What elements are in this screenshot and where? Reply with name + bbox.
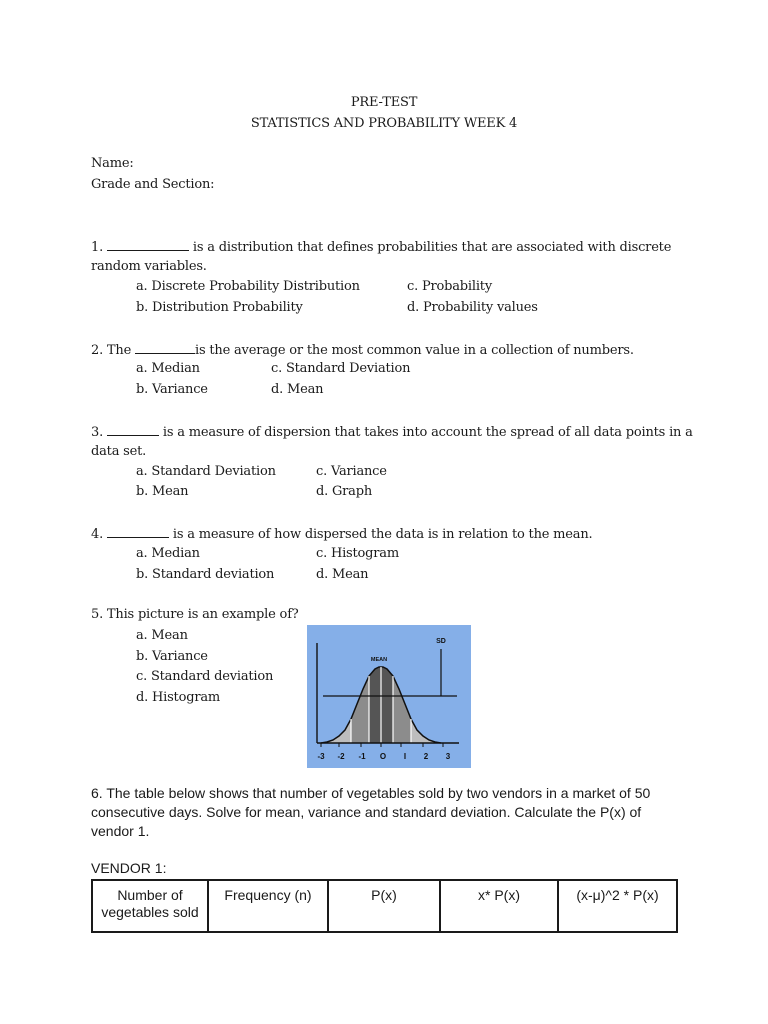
tick-label: -1 (358, 752, 366, 761)
question-number: 2. The (91, 343, 132, 358)
option-c: c. Standard Deviation (271, 361, 411, 376)
column-header-x-px: x* P(x) (440, 880, 558, 932)
tick-label: 3 (445, 752, 451, 761)
question-1-stem (91, 238, 671, 255)
column-header-line: Number of (117, 887, 183, 903)
test-title: PRE-TEST (350, 95, 418, 110)
question-text: is a measure of how dispersed the data is in relation to the mean. (172, 527, 593, 542)
question-number: 4. (91, 527, 104, 542)
table-header-row (92, 880, 677, 932)
option-d: d. Probability values (407, 300, 538, 315)
question-3-stem-continued: data set. (91, 444, 147, 459)
option-c: c. Standard deviation (136, 669, 274, 684)
question-number: 1. (91, 240, 104, 255)
option-a: a. Median (136, 546, 200, 561)
question-4-stem (91, 525, 592, 542)
tick-label: 2 (423, 752, 429, 761)
grade-section-label: Grade and Section: (91, 177, 215, 192)
test-subtitle: STATISTICS AND PROBABILITY WEEK 4 (250, 116, 518, 131)
answer-blank (107, 423, 159, 436)
tick-label: I (403, 752, 407, 761)
option-a: a. Discrete Probability Distribution (136, 279, 360, 294)
question-text: is a distribution that defines probabilities that are associated with discrete (192, 240, 672, 255)
option-d: d. Mean (316, 567, 369, 582)
column-header-vegetables-sold (92, 880, 208, 932)
option-d: d. Mean (271, 382, 324, 397)
answer-blank (107, 238, 189, 251)
option-b: b. Mean (136, 484, 189, 499)
tick-label: -3 (317, 752, 325, 761)
question-text: is a measure of dispersion that takes into account the spread of all data points in a (162, 425, 693, 440)
vendor-1-table (91, 879, 678, 933)
option-b: b. Variance (136, 382, 208, 397)
option-b: b. Standard deviation (136, 567, 275, 582)
column-header-frequency: Frequency (n) (208, 880, 328, 932)
question-5-stem: 5. This picture is an example of? (91, 607, 299, 622)
question-number: 3. (91, 425, 104, 440)
question-2-stem (91, 341, 634, 358)
option-b: b. Distribution Probability (136, 300, 303, 315)
tick-label: -2 (337, 752, 345, 761)
question-3-stem (91, 423, 693, 440)
question-6-line-1: 6. The table below shows that number of vegetables sold by two vendors in a market of 50 (91, 785, 651, 801)
question-1-stem-continued: random variables. (91, 259, 207, 274)
column-header-variance-term: (x-μ)^2 * P(x) (558, 880, 677, 932)
option-a: a. Mean (136, 628, 188, 643)
option-a: a. Standard Deviation (136, 464, 276, 479)
question-6-line-2: consecutive days. Solve for mean, variance and standard deviation. Calculate the P(x) of (91, 804, 642, 820)
option-b: b. Variance (136, 649, 208, 664)
option-d: d. Graph (316, 484, 373, 499)
answer-blank (107, 525, 169, 538)
answer-blank (135, 341, 195, 354)
normal-distribution-figure (307, 625, 471, 768)
question-text: is the average or the most common value in a collection of numbers. (195, 343, 634, 358)
sd-label: SD (436, 638, 446, 645)
question-6-line-3: vendor 1. (91, 823, 150, 839)
column-header-px: P(x) (328, 880, 440, 932)
mean-label: MEAN (370, 657, 388, 663)
option-a: a. Median (136, 361, 200, 376)
option-c: c. Variance (316, 464, 387, 479)
column-header-line: vegetables sold (101, 904, 199, 920)
name-label: Name: (91, 156, 134, 171)
tick-label: O (379, 752, 387, 761)
option-c: c. Histogram (316, 546, 399, 561)
bell-curve-graphic (307, 625, 471, 768)
vendor-1-label: VENDOR 1: (91, 860, 167, 876)
option-d: d. Histogram (136, 690, 221, 705)
option-c: c. Probability (407, 279, 492, 294)
